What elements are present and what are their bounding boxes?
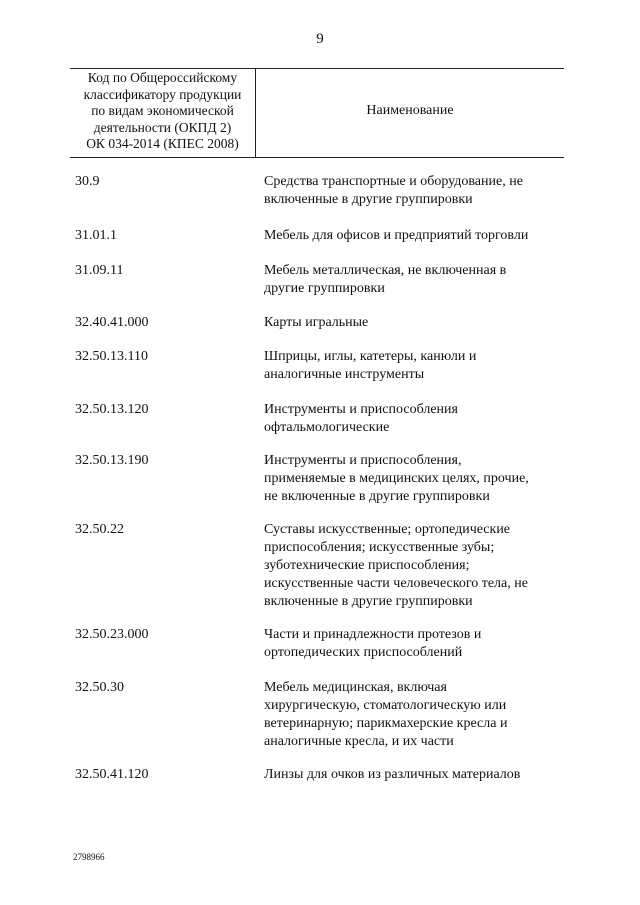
row-name: Линзы для очков из различных материалов (264, 767, 521, 782)
page-number: 9 (316, 31, 324, 47)
row-code: 32.50.22 (75, 522, 124, 537)
row-name: Инструменты и приспособления офтальмологические (264, 402, 458, 435)
row-name: Мебель металлическая, не включенная в другие группировки (264, 263, 507, 296)
row-name: Мебель медицинская, включая хирургическую, стоматологическую или ветеринарную; парикмахерские кресла и аналогичные кресла, и их части (264, 680, 508, 749)
row-code: 31.01.1 (75, 228, 117, 243)
row-code: 31.09.11 (75, 263, 124, 278)
row-code: 32.50.13.190 (75, 453, 149, 468)
row-code: 32.50.30 (75, 680, 124, 695)
row-name: Инструменты и приспособления, применяемые в медицинских целях, прочие, не включенные в другие группировки (264, 453, 529, 504)
row-name: Суставы искусственные; ортопедические приспособления; искусственные зубы; зуботехнические приспособления; искусственные части человеческого тела, не включенные в другие группировки (264, 522, 528, 609)
row-code: 32.40.41.000 (75, 315, 149, 330)
row-name: Карты игральные (264, 315, 369, 330)
header-name-column: Наименование (366, 103, 454, 118)
table-header (70, 68, 564, 158)
header-code-column: Код по Общероссийскому классификатору продукции по видам экономической деятельности (ОКПД 2) ОК 034-2014 (КПЕС 2008) (70, 69, 256, 157)
row-name: Мебель для офисов и предприятий торговли (264, 228, 529, 243)
row-name: Части и принадлежности протезов и ортопедических приспособлений (264, 627, 482, 660)
row-code: 32.50.23.000 (75, 627, 149, 642)
row-code: 32.50.41.120 (75, 767, 149, 782)
document-id: 2798966 (73, 852, 105, 862)
row-code: 30.9 (75, 174, 100, 189)
row-code: 32.50.13.120 (75, 402, 149, 417)
row-code: 32.50.13.110 (75, 349, 148, 364)
row-name: Шприцы, иглы, катетеры, канюли и аналогичные инструменты (264, 349, 477, 382)
row-name: Средства транспортные и оборудование, не включенные в другие группировки (264, 174, 523, 207)
